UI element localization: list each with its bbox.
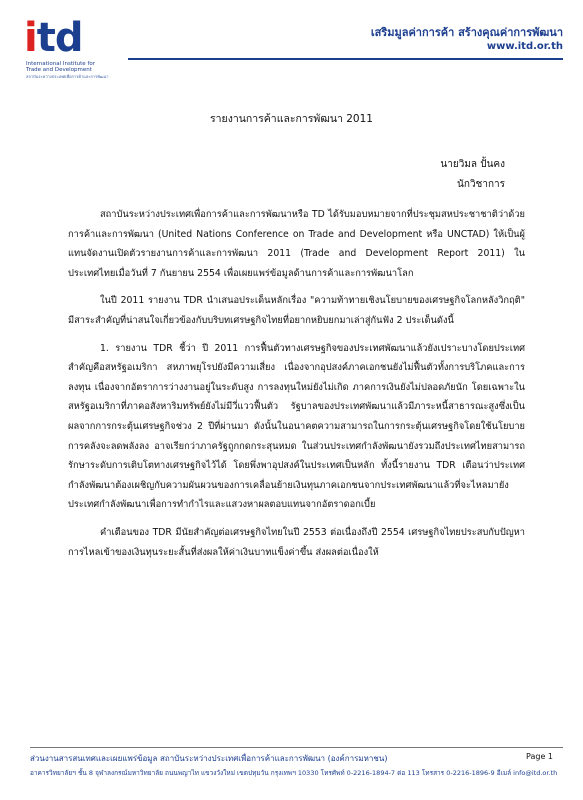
document-title: รายงานการค้าและการพัฒนา 2011: [210, 113, 373, 125]
paragraph-overview: ในปี 2011 รายงาน TDR นำเสนอประเด็นหลักเรื่อง "ความท้าทายเชิงนโยบายของเศรษฐกิจโลกหลังวิกฤติ" มีสาระสำคัญที่น่าสนใจเกี่ยวข้องกับบริบทเศรษฐกิจไทยที่อยากหยิบยกมาเล่าสู่กันฟัง 2 ประเด็นดังนี้: [68, 295, 525, 326]
footer-organization: ส่วนงานสารสนเทศและเผยแพร่ข้อมูล สถาบันระหว่างประเทศเพื่อการค้าและการพัฒนา (องค์การมหาชน): [30, 754, 388, 763]
footer-address: อาคารวิทยาลัยฯ ชั้น 8 จุฬาลงกรณ์มหาวิทยาลัย ถนนพญาไท แขวงวังใหม่ เขตปทุมวัน กรุงเทพฯ 10330 โทรศัพท์ 0-2216-1894-7 ต่อ 113 โทรสาร 0-2216-1896-9 อีเมล์ info@itd.or.th: [30, 769, 558, 777]
logo-subtitle-line2: Trade and Development: [26, 67, 92, 73]
logo-letters-td: td: [36, 15, 83, 61]
footer-top-line: [30, 752, 563, 764]
logo-subtitle-thai: สถาบันระหว่างประเทศเพื่อการค้าและการพัฒนา: [26, 74, 109, 79]
paragraph-point-1: 1. รายงาน TDR ชี้ว่า ปี 2011 การฟื้นตัวทางเศรษฐกิจของประเทศพัฒนาแล้วยังเปราะบางโดยประเทศสำคัญคือสหรัฐอเมริกา สหภาพยุโรปยังมีความเสี่ยง เนื่องจากอุปสงค์ภาคเอกชนยังไม่ฟื้นตัวทั้งการบริโภคและการลงทุน เนื่องจากอัตราการว่างงานอยู่ในระดับสูง การลงทุนใหม่ยังไม่เกิด ภาคการเงินยังไม่ปลอดภัยนัก โดยเฉพาะในสหรัฐอเมริกาที่ภาคอสังหาริมทรัพย์ยังไม่มีวี่แววฟื้นตัว รัฐบาลของประเทศพัฒนาแล้วมีภาระหนี้สาธารณะสูงซึ่งเป็นผลจากการกระตุ้นเศรษฐกิจช่วง 2 ปีที่ผ่านมา ดังนั้นในอนาคตความสามารถในการกระตุ้นเศรษฐกิจโดยใช้นโยบายการคลังจะลดพลังลง อาจเรียกว่าภาครัฐถูกกดกระสุนหมด ในส่วนประเทศกำลังพัฒนายังรวมถึงประเทศไทยสามารถรักษาระดับการเติบโตทางเศรษฐกิจไว้ได้ โดยพึ่งพาอุปสงค์ในประเทศเป็นหลัก ทั้งนี้รายงาน TDR เตือนว่าประเทศกำลังพัฒนาต้องเผชิญกับความผันผวนของการเคลื่อนย้ายเงินทุนภาคเอกชนจากประเทศพัฒนาแล้วที่จะไหลมายังประเทศกำลังพัฒนาเพื่อการทำกำไรและแสวงหาผลตอบแทนจากอัตราดอกเบี้ย: [68, 342, 525, 511]
paragraph-intro: สถาบันระหว่างประเทศเพื่อการค้าและการพัฒนาหรือ TD ได้รับมอบหมายจากที่ประชุมสหประชาชาติว่าด้วยการค้าและการพัฒนา (United Nations Conference on Trade and Development หรือ UNCTAD) ให้เป็นผู้แทนจัดงานเปิดตัวรายงานการค้าและการพัฒนา 2011 (Trade and Development Report 2011) ในประเทศไทยเมื่อวันที่ 7 กันยายน 2554 เพื่อเผยแพร่ข้อมูลด้านการค้าและการพัฒนาโลก: [68, 209, 525, 279]
footer-divider: [30, 747, 563, 748]
header-right: [371, 26, 563, 53]
itd-logo: [24, 15, 134, 79]
header-slogan: เสริมมูลค่าการค้า สร้างคุณค่าการพัฒนา: [370, 26, 563, 39]
logo-letter-i: i: [24, 15, 37, 61]
paragraph-warning: คำเตือนของ TDR มีนัยสำคัญต่อเศรษฐกิจไทยในปี 2553 ต่อเนื่องถึงปี 2554 เศรษฐกิจไทยประสบกับปัญหาการไหลเข้าของเงินทุนระยะสั้นที่ส่งผลให้ค่าเงินบาทแข็งค่าขึ้น ส่งผลต่อเนื่องให้: [68, 526, 525, 558]
logo-subtitle-line1: International Institute for: [26, 61, 96, 67]
author-role: นักวิชาการ: [457, 179, 505, 190]
logo-mark: [24, 15, 83, 61]
author-name: นายวิมล ปั้นคง: [440, 159, 505, 170]
page-number: Page 1: [526, 752, 553, 761]
document-body: [68, 205, 525, 570]
header-website: www.itd.or.th: [486, 41, 563, 52]
header-divider: [128, 58, 563, 60]
author-block: [440, 155, 505, 195]
